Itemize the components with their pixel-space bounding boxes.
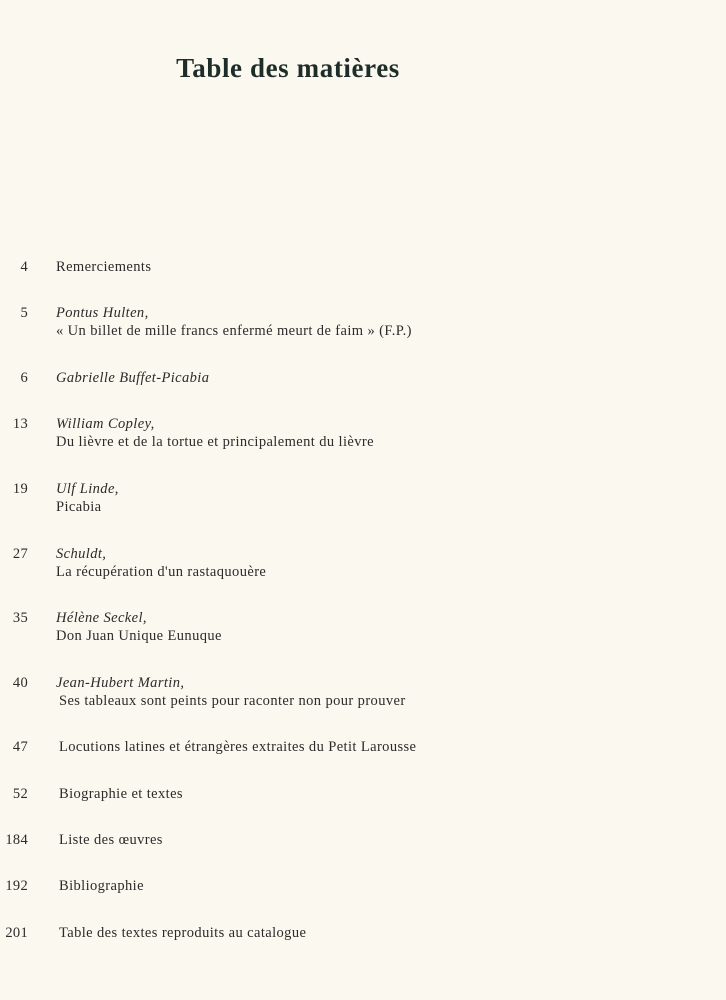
toc-entry-author: Gabrielle Buffet-Picabia <box>56 370 210 386</box>
toc-page-number: 192 <box>5 878 28 894</box>
toc-entry[interactable] <box>0 258 700 302</box>
toc-entry-text <box>56 480 119 516</box>
toc-page-number: 47 <box>12 739 28 755</box>
toc-entry-text <box>56 304 412 340</box>
toc-entry[interactable] <box>0 369 700 413</box>
toc-entry-title: Liste des œuvres <box>59 832 163 848</box>
toc-entry-author: Hélène Seckel, <box>56 610 147 626</box>
toc-entry-title: « Un billet de mille francs enfermé meurt de faim » (F.P.) <box>56 323 412 339</box>
toc-entry-author: William Copley, <box>56 416 155 432</box>
toc-entry-text <box>56 369 209 387</box>
toc-entry[interactable] <box>0 480 700 524</box>
toc-entry[interactable] <box>0 545 700 589</box>
page-title: Table des matières <box>176 53 400 83</box>
toc-page-number: 5 <box>20 305 28 321</box>
toc-page-number: 13 <box>12 416 28 432</box>
toc-entry-title: Bibliographie <box>59 878 144 894</box>
toc-entry-title: Don Juan Unique Eunuque <box>56 628 222 644</box>
toc-entry-text <box>56 415 374 451</box>
toc-entry-text <box>59 924 306 942</box>
toc-entry-text <box>59 738 416 756</box>
toc-page-number: 35 <box>12 610 28 626</box>
toc-entry[interactable] <box>0 831 700 875</box>
toc-page-number: 184 <box>5 832 28 848</box>
toc-page-number: 201 <box>5 925 28 941</box>
toc-entry[interactable] <box>0 415 700 459</box>
toc-page-number: 6 <box>20 370 28 386</box>
toc-entry-title: Remerciements <box>56 259 152 275</box>
toc-entry[interactable] <box>0 609 700 653</box>
toc-entry-title: Table des textes reproduits au catalogue <box>59 925 307 941</box>
toc-entry-text <box>56 545 266 581</box>
toc-page-number: 40 <box>12 675 28 691</box>
toc-entry-title: Locutions latines et étrangères extraites du Petit Larousse <box>59 739 417 755</box>
toc-entry-author: Pontus Hulten, <box>56 305 149 321</box>
toc-entry[interactable] <box>0 738 700 782</box>
toc-entry[interactable] <box>0 924 700 968</box>
toc-entry-title: Picabia <box>56 499 102 515</box>
toc-entry-author: Ulf Linde, <box>56 481 119 497</box>
toc-entry-title: Du lièvre et de la tortue et principalement du lièvre <box>56 434 374 450</box>
toc-entry[interactable] <box>0 674 700 718</box>
toc-entry-text <box>59 785 183 803</box>
toc-entry-text <box>56 258 151 276</box>
toc-page-number: 52 <box>12 786 28 802</box>
toc-entry-text <box>56 609 222 645</box>
toc-entry[interactable] <box>0 785 700 829</box>
toc-entry-text <box>59 877 144 895</box>
toc-page-number: 27 <box>12 546 28 562</box>
toc-entry-title: La récupération d'un rastaquouère <box>56 564 267 580</box>
toc-page-number: 19 <box>12 481 28 497</box>
toc-entry-title: Biographie et textes <box>59 786 183 802</box>
toc-entry[interactable] <box>0 304 700 348</box>
toc-entry-author: Jean-Hubert Martin, <box>56 675 185 691</box>
toc-entry-title: Ses tableaux sont peints pour raconter non pour prouver <box>59 693 406 709</box>
toc-entry-author: Schuldt, <box>56 546 107 562</box>
toc-entry[interactable] <box>0 877 700 921</box>
toc-entry-text <box>59 831 163 849</box>
toc-page-number: 4 <box>20 259 28 275</box>
toc-entry-text <box>56 674 406 710</box>
